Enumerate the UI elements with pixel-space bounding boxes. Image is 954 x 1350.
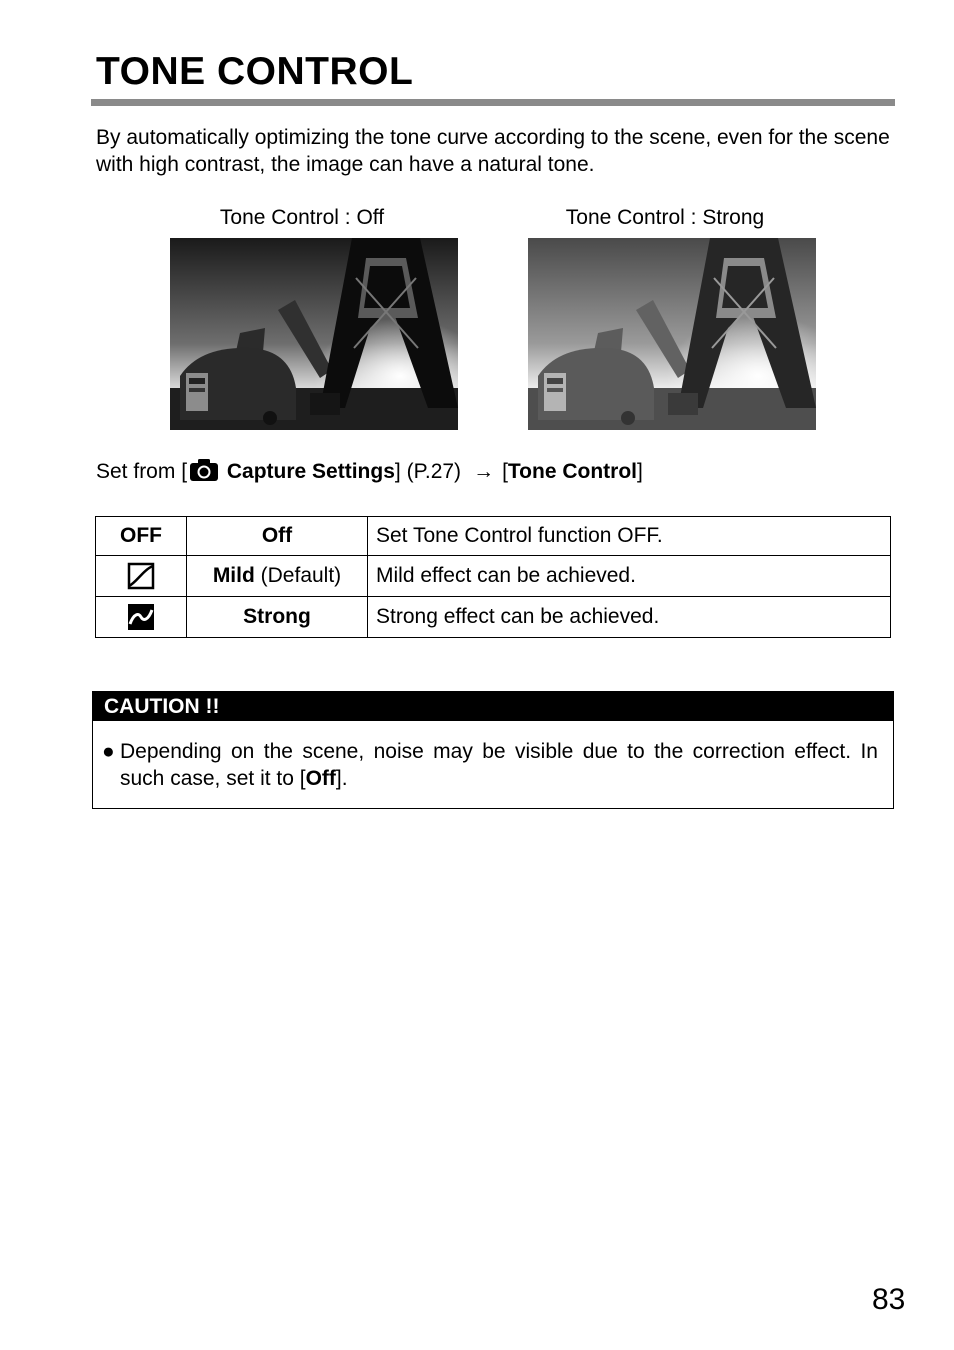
caution-heading: CAUTION !! — [93, 692, 893, 721]
table-row — [96, 597, 891, 638]
camera-icon — [189, 458, 219, 488]
tone-strong-icon — [96, 597, 187, 638]
caution-body — [102, 738, 878, 792]
option-name-strong: Strong — [243, 605, 311, 628]
page-number: 83 — [872, 1283, 906, 1316]
intro-paragraph: By automatically optimizing the tone curve according to the scene, even for the scene with high contrast, the image can have a natural tone. — [96, 126, 890, 176]
menu-capture-settings: Capture Settings — [226, 460, 395, 483]
option-name — [187, 556, 368, 597]
arrow-right-icon: → — [473, 460, 495, 483]
page-title: TONE CONTROL — [96, 50, 414, 93]
option-name-off: Off — [261, 524, 293, 547]
tone-mild-icon — [96, 556, 187, 597]
caution-text-bold: Off — [305, 767, 336, 790]
menu-open-bracket: [ — [502, 460, 508, 483]
table-row — [96, 517, 891, 556]
title-underline — [91, 99, 895, 106]
bullet-icon: ● — [102, 740, 115, 763]
menu-path-prefix: Set from [ — [96, 460, 188, 483]
photo-tone-off — [170, 238, 458, 430]
menu-path — [96, 458, 643, 488]
menu-close-bracket: ] — [637, 460, 643, 483]
figure-caption-strong: Tone Control : Strong — [565, 206, 765, 229]
caution-text-before: Depending on the scene, noise may be visible due to the correction effect. In such case, set it to [ — [120, 740, 878, 790]
option-description: Mild effect can be achieved. — [368, 556, 891, 597]
caution-text-after: ]. — [335, 767, 348, 790]
caution-box — [92, 691, 894, 809]
option-description: Strong effect can be achieved. — [368, 597, 891, 638]
option-name-mild: Mild — [212, 564, 255, 587]
option-default-note: (Default) — [254, 564, 342, 587]
options-table — [95, 516, 891, 638]
table-row — [96, 556, 891, 597]
photo-tone-strong — [528, 238, 816, 430]
option-off-icon: OFF — [96, 517, 187, 556]
option-name — [187, 517, 368, 556]
caution-text — [120, 738, 878, 792]
menu-page-ref: ] (P.27) — [394, 460, 462, 483]
option-name — [187, 597, 368, 638]
menu-tone-control: Tone Control — [507, 460, 637, 483]
option-description: Set Tone Control function OFF. — [368, 517, 891, 556]
figure-caption-off: Tone Control : Off — [219, 206, 385, 229]
